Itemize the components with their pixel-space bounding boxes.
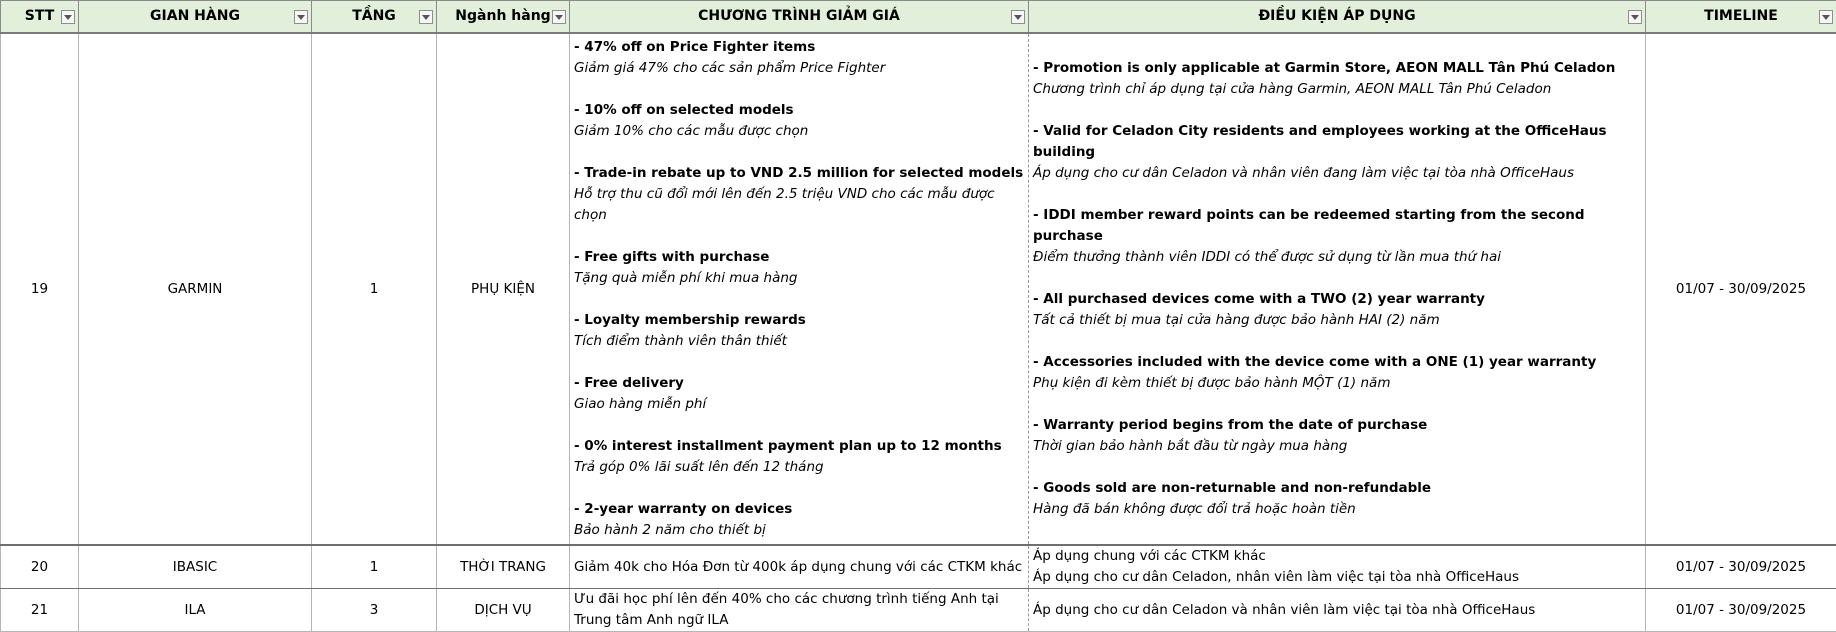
list-item	[574, 436, 1024, 478]
header-stt	[1, 1, 79, 34]
header-store	[79, 1, 312, 34]
cell-store[interactable]: IBASIC	[79, 545, 312, 589]
item-english: - 2-year warranty on devices	[574, 499, 1024, 520]
filter-dropdown-icon[interactable]	[61, 10, 75, 24]
item-english: - Trade-in rebate up to VND 2.5 million for selected models	[574, 163, 1024, 184]
item-vietnamese: Phụ kiện đi kèm thiết bị được bảo hành MỘT (1) năm	[1033, 373, 1641, 394]
item-vietnamese: Hàng đã bán không được đổi trả hoặc hoàn tiền	[1033, 499, 1641, 520]
cell-timeline[interactable]: 01/07 - 30/09/2025	[1646, 589, 1836, 632]
item-vietnamese: Tích điểm thành viên thân thiết	[574, 331, 1024, 352]
cell-program[interactable]	[570, 33, 1029, 545]
filter-dropdown-icon[interactable]	[419, 10, 433, 24]
list-item	[1033, 121, 1641, 184]
list-item	[574, 100, 1024, 142]
cell-category[interactable]: DỊCH VỤ	[437, 589, 570, 632]
list-item	[574, 499, 1024, 541]
item-english: - Free gifts with purchase	[574, 247, 1024, 268]
list-item	[574, 247, 1024, 289]
header-conditions	[1029, 1, 1646, 34]
table-row	[1, 589, 1836, 632]
filter-dropdown-icon[interactable]	[1628, 10, 1642, 24]
item-english: - IDDI member reward points can be redeemed starting from the second purchase	[1033, 205, 1641, 247]
list-item	[574, 310, 1024, 352]
item-english: - Valid for Celadon City residents and employees working at the OfficeHaus building	[1033, 121, 1641, 163]
filter-dropdown-icon[interactable]	[552, 10, 566, 24]
table-row	[1, 545, 1836, 589]
item-vietnamese: Trả góp 0% lãi suất lên đến 12 tháng	[574, 457, 1024, 478]
list-item	[574, 373, 1024, 415]
program-list	[574, 37, 1024, 541]
cell-conditions[interactable]	[1029, 33, 1646, 545]
item-vietnamese: Tặng quà miễn phí khi mua hàng	[574, 268, 1024, 289]
list-item	[1033, 58, 1641, 100]
list-item	[1033, 478, 1641, 520]
header-floor	[312, 1, 437, 34]
item-english: - 10% off on selected models	[574, 100, 1024, 121]
cell-conditions[interactable]	[1029, 589, 1646, 632]
cell-stt[interactable]: 21	[1, 589, 79, 632]
header-program	[570, 1, 1029, 34]
header-stt-label: STT	[25, 8, 55, 24]
header-row	[1, 1, 1836, 34]
item-english: - Goods sold are non-returnable and non-refundable	[1033, 478, 1641, 499]
list-item	[1033, 352, 1641, 394]
filter-dropdown-icon[interactable]	[294, 10, 308, 24]
item-vietnamese: Thời gian bảo hành bắt đầu từ ngày mua hàng	[1033, 436, 1641, 457]
condition-line: Áp dụng cho cư dân Celadon, nhân viên làm việc tại tòa nhà OfficeHaus	[1033, 567, 1641, 588]
header-category	[437, 1, 570, 34]
header-program-label: CHƯƠNG TRÌNH GIẢM GIÁ	[698, 8, 900, 24]
item-vietnamese: Áp dụng cho cư dân Celadon và nhân viên đang làm việc tại tòa nhà OfficeHaus	[1033, 163, 1641, 184]
conditions-list	[1033, 58, 1641, 520]
item-english: - Loyalty membership rewards	[574, 310, 1024, 331]
item-vietnamese: Hỗ trợ thu cũ đổi mới lên đến 2.5 triệu VND cho các mẫu được chọn	[574, 184, 1024, 226]
item-vietnamese: Tất cả thiết bị mua tại cửa hàng được bảo hành HAI (2) năm	[1033, 310, 1641, 331]
item-english: - Free delivery	[574, 373, 1024, 394]
item-english: - Accessories included with the device come with a ONE (1) year warranty	[1033, 352, 1641, 373]
filter-dropdown-icon[interactable]	[1011, 10, 1025, 24]
list-item	[574, 163, 1024, 226]
condition-line: Áp dụng chung với các CTKM khác	[1033, 546, 1641, 567]
cell-floor[interactable]: 1	[312, 545, 437, 589]
list-item	[574, 37, 1024, 79]
cell-conditions[interactable]	[1029, 545, 1646, 589]
header-timeline-label: TIMELINE	[1704, 8, 1778, 24]
item-english: - 47% off on Price Fighter items	[574, 37, 1024, 58]
item-english: - Promotion is only applicable at Garmin Store, AEON MALL Tân Phú Celadon	[1033, 58, 1641, 79]
cell-category[interactable]: PHỤ KIỆN	[437, 33, 570, 545]
cell-floor[interactable]: 1	[312, 33, 437, 545]
item-vietnamese: Giao hàng miễn phí	[574, 394, 1024, 415]
header-conditions-label: ĐIỀU KIỆN ÁP DỤNG	[1258, 8, 1415, 24]
item-vietnamese: Giảm 10% cho các mẫu được chọn	[574, 121, 1024, 142]
header-floor-label: TẦNG	[352, 8, 396, 24]
cell-store[interactable]: ILA	[79, 589, 312, 632]
header-store-label: GIAN HÀNG	[150, 8, 240, 24]
cell-category[interactable]: THỜI TRANG	[437, 545, 570, 589]
cell-stt[interactable]: 19	[1, 33, 79, 545]
item-english: - 0% interest installment payment plan up to 12 months	[574, 436, 1024, 457]
header-timeline	[1646, 1, 1836, 34]
cell-store[interactable]: GARMIN	[79, 33, 312, 545]
list-item	[1033, 205, 1641, 268]
cell-program[interactable]: Giảm 40k cho Hóa Đơn từ 400k áp dụng chung với các CTKM khác	[570, 545, 1029, 589]
condition-line: Áp dụng cho cư dân Celadon và nhân viên làm việc tại tòa nhà OfficeHaus	[1033, 600, 1641, 621]
cell-program[interactable]: Ưu đãi học phí lên đến 40% cho các chương trình tiếng Anh tại Trung tâm Anh ngữ ILA	[570, 589, 1029, 632]
item-vietnamese: Giảm giá 47% cho các sản phẩm Price Fighter	[574, 58, 1024, 79]
table-row	[1, 33, 1836, 545]
item-vietnamese: Điểm thưởng thành viên IDDI có thể được sử dụng từ lần mua thứ hai	[1033, 247, 1641, 268]
item-vietnamese: Bảo hành 2 năm cho thiết bị	[574, 520, 1024, 541]
cell-timeline[interactable]: 01/07 - 30/09/2025	[1646, 545, 1836, 589]
cell-stt[interactable]: 20	[1, 545, 79, 589]
header-category-label: Ngành hàng	[455, 8, 550, 24]
list-item	[1033, 415, 1641, 457]
item-english: - All purchased devices come with a TWO (2) year warranty	[1033, 289, 1641, 310]
item-vietnamese: Chương trình chỉ áp dụng tại cửa hàng Garmin, AEON MALL Tân Phú Celadon	[1033, 79, 1641, 100]
cell-floor[interactable]: 3	[312, 589, 437, 632]
cell-timeline[interactable]: 01/07 - 30/09/2025	[1646, 33, 1836, 545]
filter-dropdown-icon[interactable]	[1819, 10, 1833, 24]
list-item	[1033, 289, 1641, 331]
item-english: - Warranty period begins from the date of purchase	[1033, 415, 1641, 436]
